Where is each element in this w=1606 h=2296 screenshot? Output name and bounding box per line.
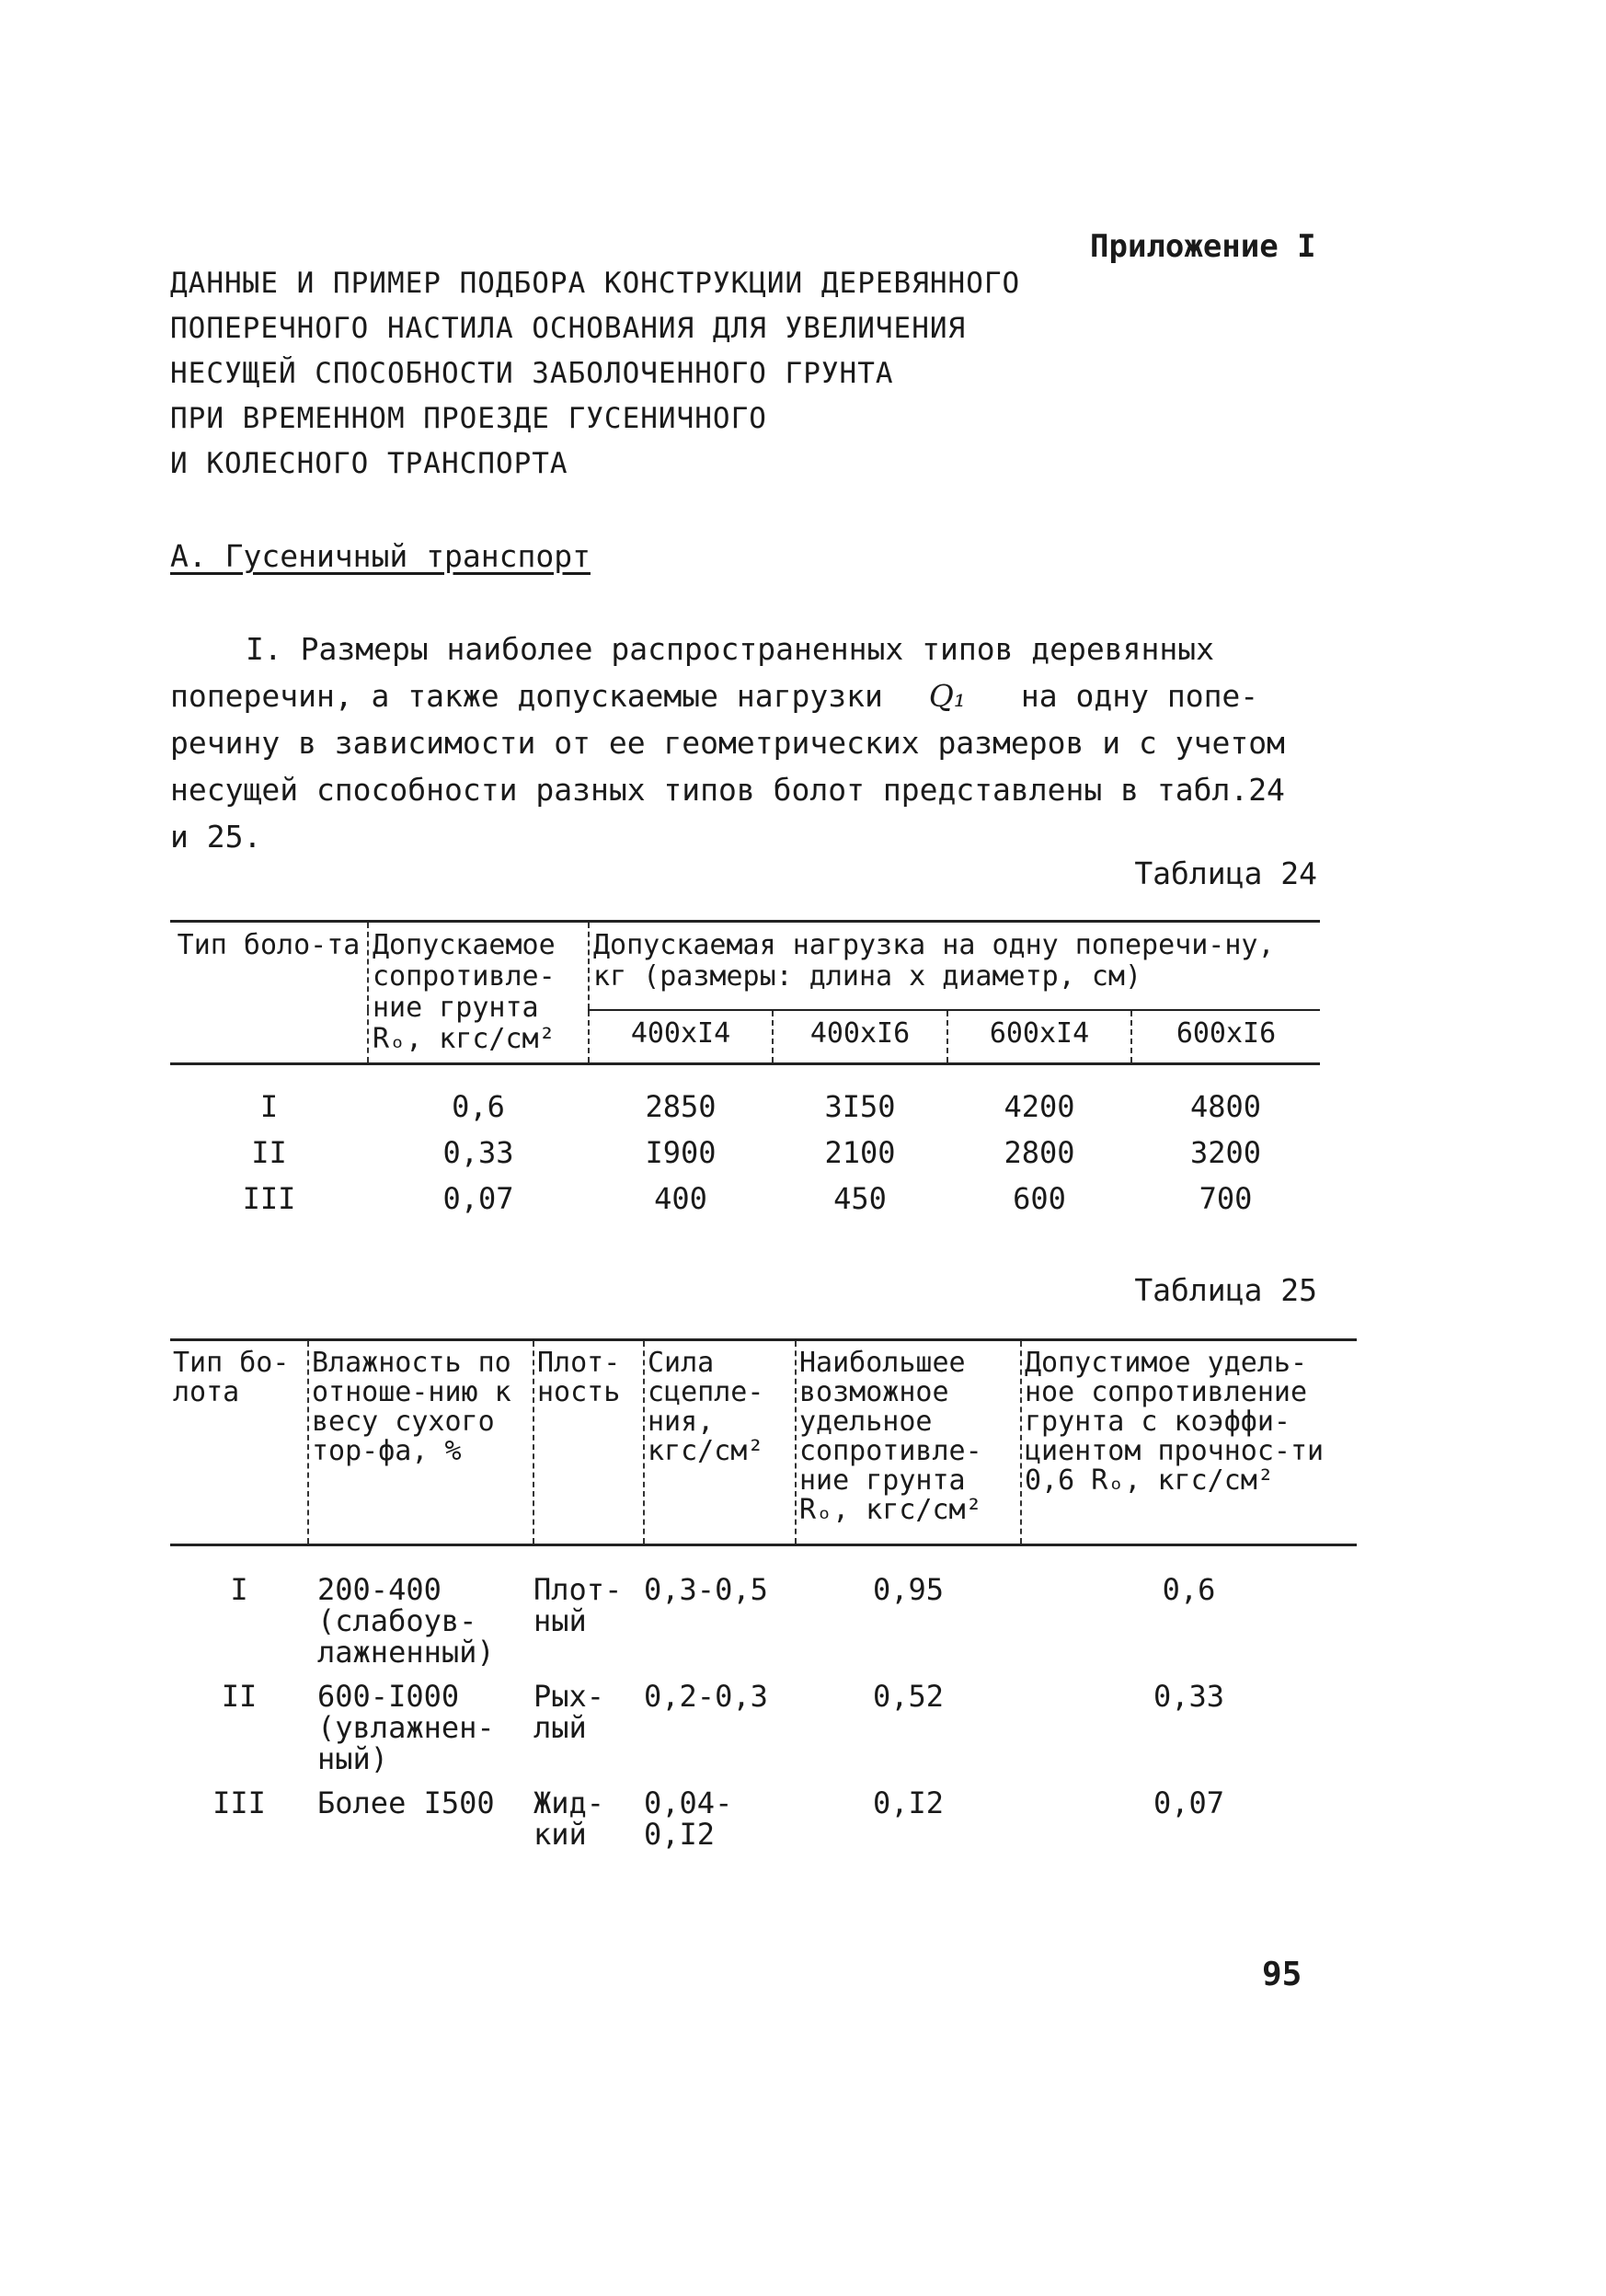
cell-load: I900 (645, 1135, 717, 1170)
col-header-cohesion: Сила сцепле-ния, кгс/см² (644, 1340, 796, 1545)
cell-load: 4800 (1189, 1089, 1262, 1124)
cell-load: 600 (1013, 1181, 1066, 1216)
cell-resistance: 0,07 (442, 1181, 514, 1216)
cell-type: II (221, 1679, 258, 1714)
cell-moisture: 200-400 (слабоув-лажненный) (317, 1572, 495, 1670)
cell-moisture: Более I500 (317, 1785, 495, 1820)
table-row (170, 1176, 1320, 1222)
col-header-max-resistance: Наибольшее возможное удельное сопротивле-ние грунта Rₒ, кгс/см² (796, 1340, 1021, 1545)
paragraph-line (170, 672, 1343, 719)
paragraph-text: поперечин, а также допускаемые нагрузки (170, 678, 883, 714)
cell-type: I (259, 1089, 279, 1124)
title-line: ПОПЕРЕЧНОГО НАСТИЛА ОСНОВАНИЯ ДЛЯ УВЕЛИЧЕНИЯ (170, 312, 967, 345)
col-header-resistance: Допускаемое сопротивле-ние грунта Rₒ, кгс/см² (368, 922, 589, 1064)
col-header-type: Тип боло-та (177, 929, 361, 961)
col-header-size: 600xI6 (1131, 1010, 1320, 1064)
table-row (170, 1774, 1357, 1850)
col-header-load: Допускаемая нагрузка на одну поперечи-ну, кг (размеры: длина х диаметр, см) (589, 922, 1320, 1010)
table-row (170, 1545, 1357, 1669)
table-row (170, 1064, 1320, 1131)
cell-cohesion: 0,2-0,3 (644, 1679, 768, 1714)
table-row (170, 1130, 1320, 1176)
paragraph-line: и 25. (170, 819, 262, 855)
col-header-size: 400xI4 (589, 1010, 773, 1064)
table-25 (170, 1338, 1357, 1850)
col-header-size: 600xI4 (947, 1010, 1131, 1064)
cell-cohesion: 0,04-0,I2 (644, 1785, 733, 1852)
paragraph-line: речину в зависимости от ее геометрических размеров и с учетом (170, 725, 1285, 761)
title-line: НЕСУЩЕЙ СПОСОБНОСТИ ЗАБОЛОЧЕННОГО ГРУНТА (170, 357, 894, 390)
cell-allowed-resistance: 0,33 (1153, 1679, 1225, 1714)
paragraph-line: I. Размеры наиболее распространенных типов деревянных (246, 631, 1214, 667)
cell-density: Жид-кий (533, 1785, 605, 1852)
cell-load: 4200 (1004, 1089, 1075, 1124)
cell-density: Рых-лый (533, 1679, 605, 1745)
title-line: ПРИ ВРЕМЕННОМ ПРОЕЗДЕ ГУСЕНИЧНОГО (170, 402, 767, 435)
document-title (170, 261, 1020, 487)
cell-load: 2100 (824, 1135, 896, 1170)
cell-max-resistance: 0,I2 (872, 1785, 945, 1820)
cell-allowed-resistance: 0,07 (1153, 1785, 1225, 1820)
cell-max-resistance: 0,95 (872, 1572, 945, 1607)
cell-resistance: 0,33 (442, 1135, 514, 1170)
table24-caption: Таблица 24 (1134, 855, 1317, 891)
cell-load: 2850 (645, 1089, 717, 1124)
cell-cohesion: 0,3-0,5 (644, 1572, 768, 1607)
col-header-type: Тип бо-лота (173, 1347, 290, 1408)
col-header-size: 400xI6 (773, 1010, 947, 1064)
cell-load: 450 (833, 1181, 887, 1216)
cell-load: 2800 (1004, 1135, 1075, 1170)
col-header-allowed-resistance: Допустимое удель-ное сопротивление грунта с коэффи-циентом прочнос-ти 0,6 Rₒ, кгс/см² (1021, 1340, 1357, 1545)
cell-load: 400 (654, 1181, 707, 1216)
cell-max-resistance: 0,52 (872, 1679, 945, 1714)
cell-moisture: 600-I000 (увлажнен-ный) (317, 1679, 495, 1776)
cell-load: 3200 (1189, 1135, 1262, 1170)
table-row (170, 1668, 1357, 1774)
cell-type: II (251, 1135, 287, 1170)
col-header-density: Плот-ность (533, 1340, 644, 1545)
page-number: 95 (1262, 1956, 1302, 1993)
col-header-moisture: Влажность по отноше-нию к весу сухого тор-фа, % (308, 1340, 533, 1545)
paragraph-line: несущей способности разных типов болот представлены в табл.24 (170, 772, 1285, 808)
paragraph-text: на одну попе- (1020, 678, 1259, 714)
q-symbol: Q₁ (928, 678, 967, 714)
cell-density: Плот-ный (533, 1572, 623, 1638)
cell-load: 700 (1199, 1181, 1253, 1216)
cell-type: I (230, 1572, 248, 1607)
title-line: ДАННЫЕ И ПРИМЕР ПОДБОРА КОНСТРУКЦИИ ДЕРЕВЯННОГО (170, 267, 1021, 300)
cell-type: III (242, 1181, 296, 1216)
cell-type: III (212, 1785, 266, 1820)
intro-paragraph (170, 626, 1343, 860)
cell-load: 3I50 (824, 1089, 896, 1124)
table-24 (170, 920, 1320, 1222)
title-line: И КОЛЕСНОГО ТРАНСПОРТА (170, 447, 568, 480)
cell-allowed-resistance: 0,6 (1162, 1572, 1216, 1607)
table25-caption: Таблица 25 (1134, 1272, 1317, 1308)
section-heading: А. Гусеничный транспорт (170, 538, 591, 574)
appendix-label: Приложение I (1090, 228, 1316, 265)
cell-resistance: 0,6 (452, 1089, 505, 1124)
